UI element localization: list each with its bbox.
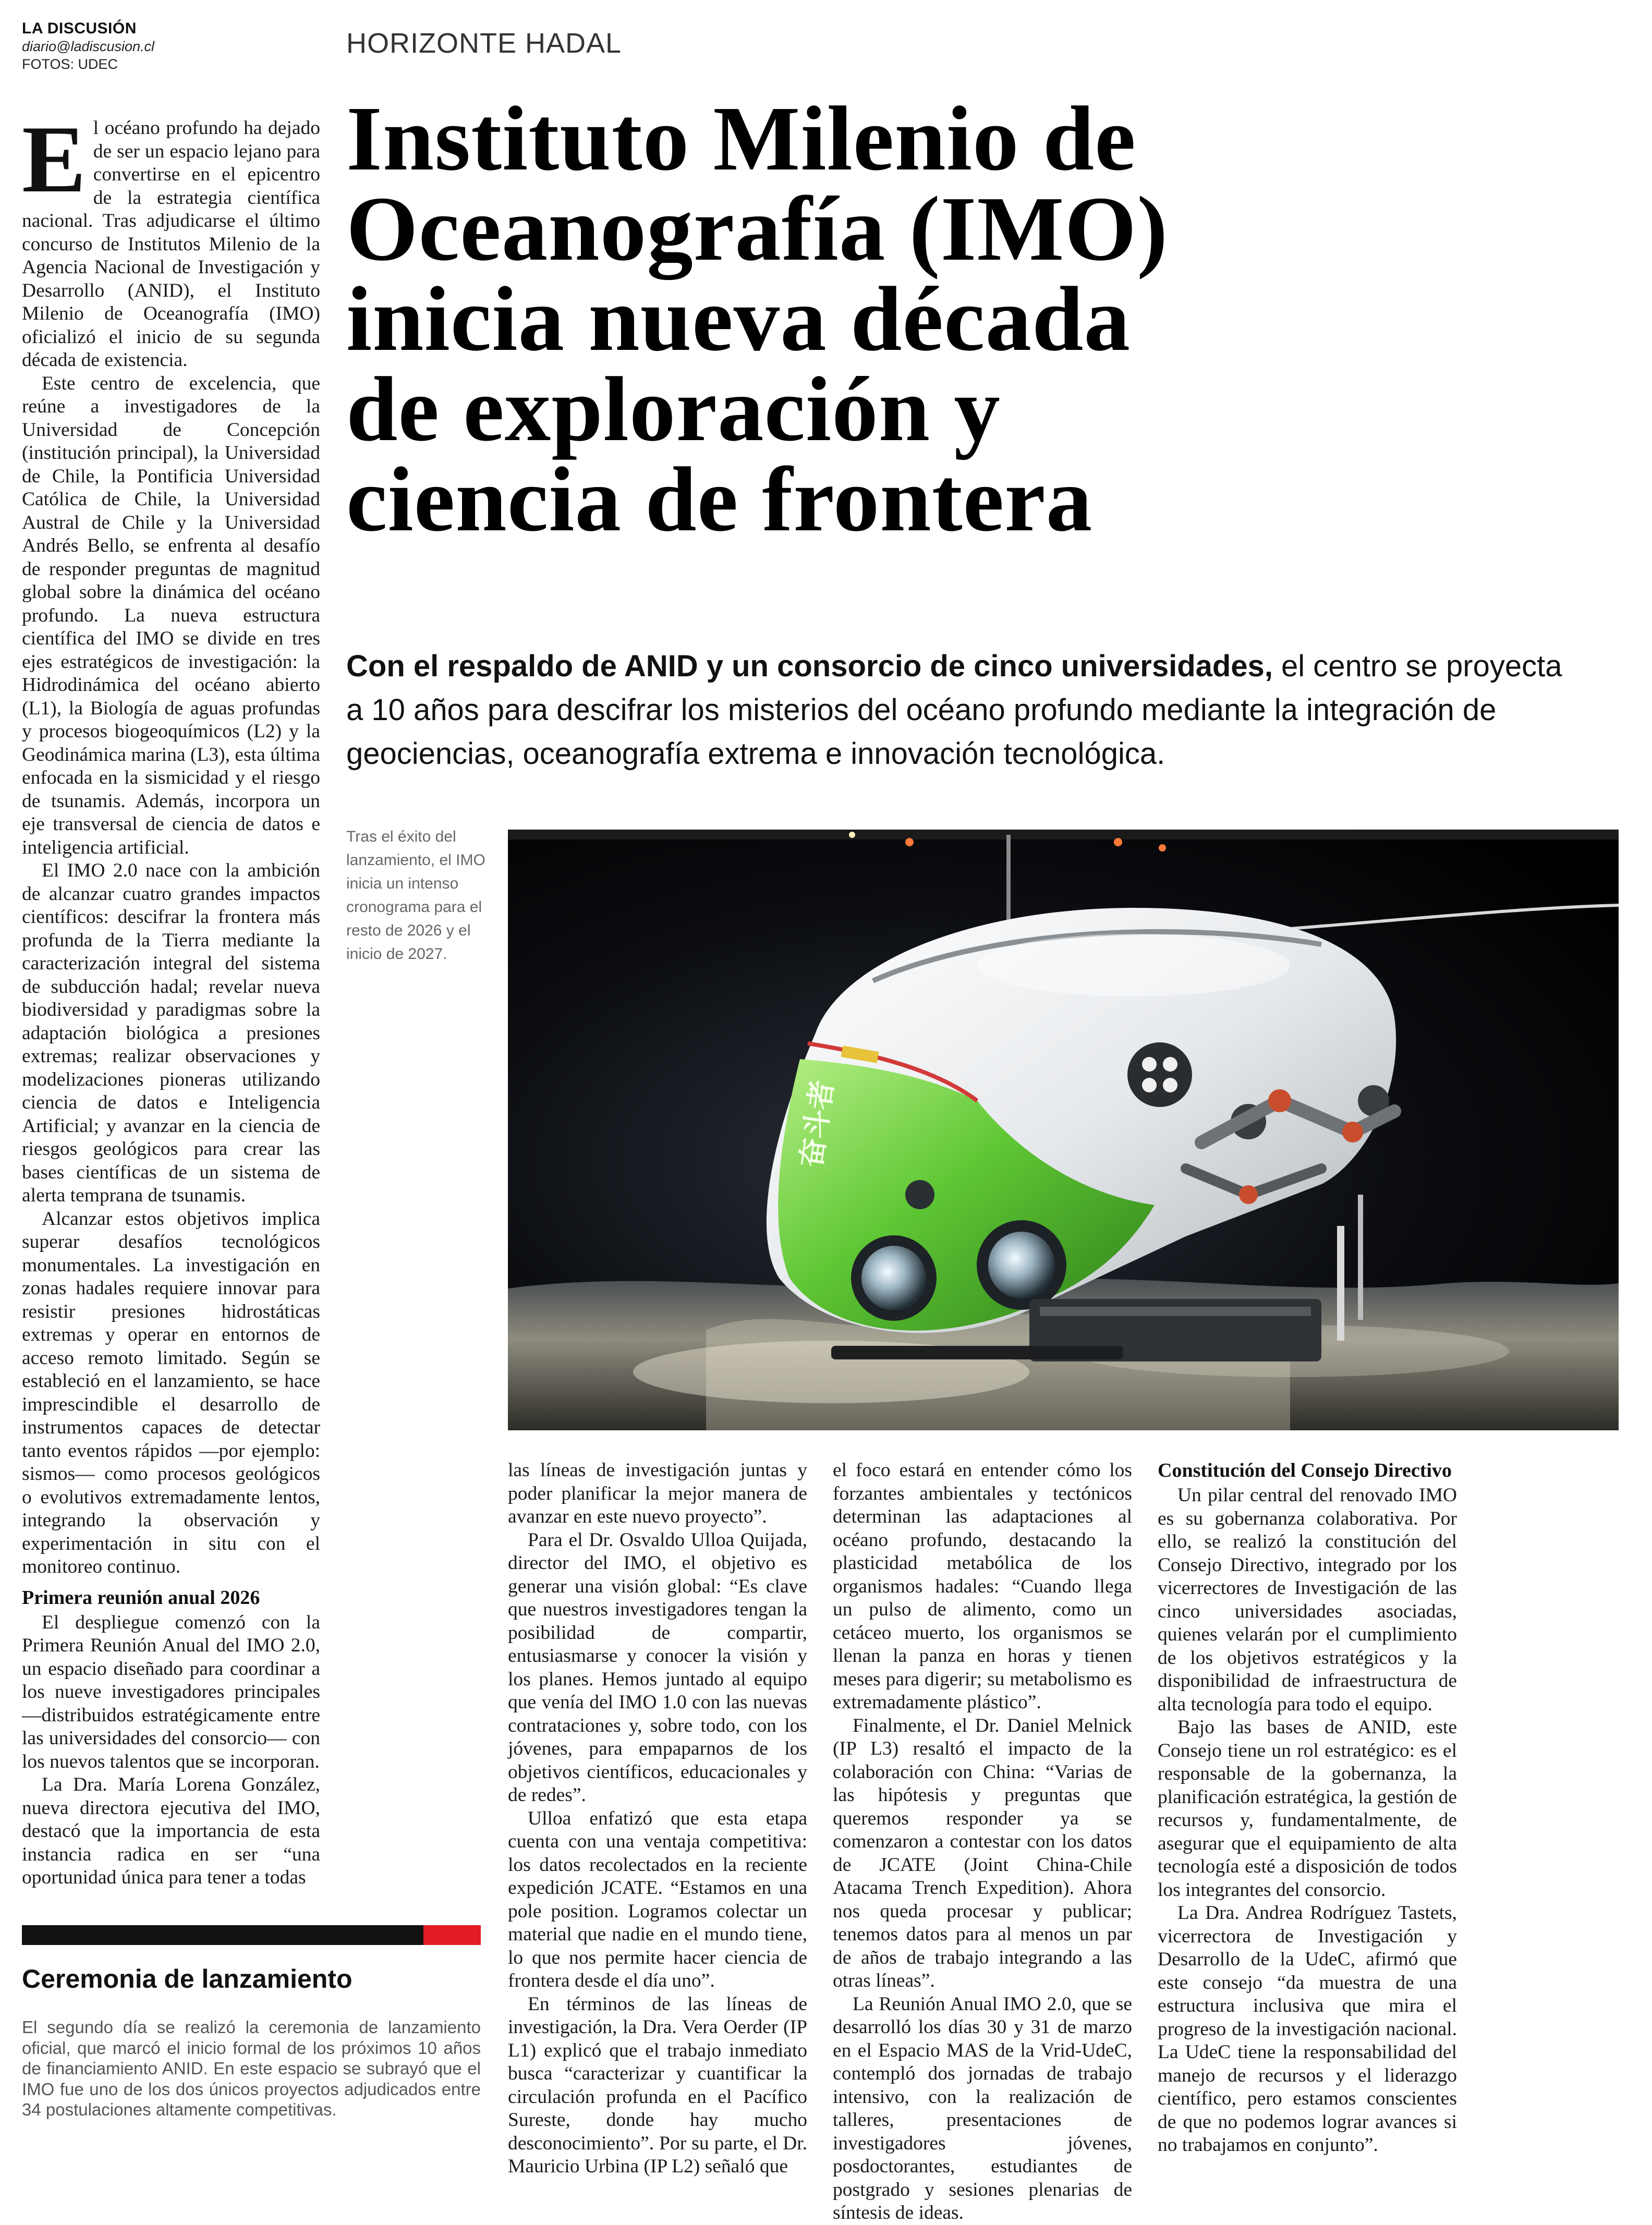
camera-lens: [1142, 1057, 1157, 1072]
paragraph: La Reunión Anual IMO 2.0, que se desarrolló los días 30 y 31 de marzo en el Espacio MAS de la Vrid-UdeC, contempló dos jornadas de trabajo intensivo, con la realización de talleres, presentaciones de investigadores jóvenes, posdoctorantes, estudiantes de postgrado y sesiones plenarias de síntesis de ideas.: [833, 1993, 1132, 2223]
paragraph: Este centro de excelencia, que reúne a investigadores de la Universidad de Concepción (institución principal), la Universidad de Chile, la Pontificia Universidad Católica de Chile, la Universidad Austral de Chile y la Universidad Andrés Bello, se enfrenta al desafío de responder preguntas de magnitud global sobre la dinámica del océano profundo. La nueva estructura científica del IMO se divide en tres ejes estratégicos de investigación: la Hidrodinámica del océano abierto (L1), la Biología de aguas profundas y procesos biogeoquímicos (L2) y la Geodinámica marina (L3), esta última enfocada en la sismicidad y el riesgo de tsunamis. Además, incorpora un eje transversal de ciencia de datos e inteligencia artificial.: [22, 372, 320, 858]
box-rule-accent: [423, 1925, 481, 1945]
paragraph: Alcanzar estos objetivos implica superar desafíos tecnológicos monumentales. La investigación en zonas hadales requiere innovar para resistir presiones hidrostáticas extremas y operar en entornos de acceso remoto limitado. Según se estableció en el lanzamiento, se hace imprescindible el desarrollo de instrumentos capaces de detectar tanto eventos rápidos —por ejemplo: sismos— como procesos geológicos o evolutivos extremadamente lentos, integrando la observación y experimentación in situ con el monitoreo continuo.: [22, 1208, 320, 1577]
camera-lens: [1163, 1078, 1177, 1092]
headline-line: Instituto Milenio de: [346, 88, 1136, 190]
paragraph: El despliegue comenzó con la Primera Reunión Anual del IMO 2.0, un espacio diseñado para coordinar a los nueve investigadores principales —distribuidos estratégicamente entre las universidades del consorcio— con los nuevos talentos que se incorporan.: [22, 1611, 320, 1772]
porthole-left-glass: [861, 1246, 926, 1310]
paragraph: Ulloa enfatizó que esta etapa cuenta con una ventaja competitiva: los datos recolectados en la reciente expedición JCATE. “Estamos en una pole position. Logramos colectar un material que nadie en el mundo tiene, lo que nos permite hacer ciencia de frontera desde el día uno”.: [508, 1807, 807, 1991]
standfirst-text: el centro se proyecta a 10 años para descifrar los misterios del océano profundo mediante la integración de geociencias, oceanografía extrema e innovación tecnológica.: [346, 649, 1562, 771]
submersible-illustration: [508, 830, 1619, 1430]
headline: [346, 88, 1473, 551]
submersible-photo: [508, 830, 1619, 1430]
article-column-4: [1158, 1459, 1457, 2157]
paragraph: La Dra. María Lorena González, nueva directora ejecutiva del IMO, destacó que la importancia de esta instancia radica en ser “una oportunidad única para tener a todas: [22, 1774, 320, 1888]
subheading: Constitución del Consejo Directivo: [1158, 1460, 1452, 1481]
paragraph: El IMO 2.0 nace con la ambición de alcanzar cuatro grandes impactos científicos: descifrar la frontera más profunda de la Tierra mediante la caracterización integral del sistema de subducción hadal; revelar nueva biodiversidad y paradigmas sobre la adaptación biológica a presiones extremas; realizar observaciones y modelizaciones pioneras utilizando ciencia de datos e Inteligencia Artificial; y avanzar en la ciencia de riesgos geológicos para crear las bases científicas de un sistema de alerta temprana de tsunamis.: [22, 860, 320, 1206]
paragraph: En términos de las líneas de investigación, la Dra. Vera Oerder (IP L1) explicó que el trabajo inmediato busca “caracterizar y cuantificar la circulación profunda en el Pacífico Sureste, donde hay mucho desconocimiento”. Por su parte, el Dr. Mauricio Urbina (IP L2) señaló que: [508, 1993, 807, 2177]
box-rule: [22, 1925, 481, 1945]
paragraph: Bajo las bases de ANID, este Consejo tiene un rol estratégico: es el responsable de la gobernanza, la planificación estratégica, la gestión de recursos y, fundamentalmente, de asegurar que el equipamiento de alta tecnología esté a disposición de todos los integrantes del consorcio.: [1158, 1717, 1457, 1901]
paragraph: El océano profundo ha dejado de ser un espacio lejano para convertirse en el epicentro de la estrategia científica nacional. Tras adjudicarse el último concurso de Institutos Milenio de la Agencia Nacional de Investigación y Desarrollo (ANID), el Instituto Milenio de Oceanografía (IMO) oficializó el inicio de su segunda década de existencia.: [22, 106, 320, 371]
camera-cluster: [1127, 1042, 1192, 1107]
hull-marking: 奋斗者: [794, 1078, 841, 1170]
deck-light: [905, 838, 914, 846]
headline-line: de exploración y: [346, 358, 1001, 460]
skid: [831, 1346, 1123, 1359]
section-tag: HORIZONTE HADAL: [346, 28, 622, 59]
paragraph: el foco estará en entender cómo los forzantes ambientales y tectónicos determinan las adaptaciones al océano profundo, destacando la plasticidad metabólica de los organismos hadales: “Cuando llega un pulso de alimento, como un cetáceo muerto, los organismos se llenan la panza en horas y tienen meses para digerir; su metabolismo es extremadamente plástico”.: [833, 1460, 1132, 1713]
photo-caption: Tras el éxito del lanzamiento, el IMO inicia un intenso cronograma para el resto de 2026 y el inicio de 2027.: [346, 828, 485, 963]
hull-highlight: [977, 934, 1290, 996]
arm-joint: [1268, 1089, 1291, 1112]
photo-credit: FOTOS: UDEC: [22, 56, 118, 72]
article-column-2: [508, 1459, 807, 2179]
paragraph: Un pilar central del renovado IMO es su gobernanza colaborativa. Por ello, se realizó la constitución del Consejo Directivo, integrado por los vicerrectores de Investigación de las cinco universidades asociadas, quienes velarán por el cumplimiento de los objetivos estratégicos y la disponibilidad de infraestructura de alta tecnología para todo el equipo.: [1158, 1485, 1457, 1715]
contact-email[interactable]: diario@ladiscusion.cl: [22, 39, 155, 54]
sample-basket: [1040, 1307, 1311, 1316]
standfirst: [346, 645, 1577, 776]
publication-name: LA DISCUSIÓN: [22, 20, 137, 37]
deck-light: [849, 832, 855, 838]
box-text: El segundo día se realizó la ceremonia de lanzamiento oficial, que marcó el inicio formal de los próximos 10 años de financiamiento ANID. En este espacio se subrayó que el IMO fue uno de los dos únicos proyectos adjudicados entre 34 postulaciones altamente competitivas.: [22, 2017, 481, 2119]
camera-lens: [1163, 1057, 1177, 1072]
subheading: Primera reunión anual 2026: [22, 1586, 260, 1609]
camera-lens: [1142, 1078, 1157, 1092]
paragraph: La Dra. Andrea Rodríguez Tastets, vicerrectora de Investigación y Desarrollo de la UdeC, afirmó que este consejo “da muestra de una estructura inclusiva que mira el progreso de la investigación nacional. La UdeC tiene la responsabilidad del manejo de recursos y el liderazgo científico, pero estamos conscientes de que no podemos lograr avances si no trabajamos en conjunto”.: [1158, 1902, 1457, 2156]
arm-joint: [1342, 1122, 1363, 1142]
headline-line: Oceanografía (IMO): [346, 178, 1169, 280]
headline-line: inicia nueva década: [346, 268, 1131, 370]
porthole-right-glass: [988, 1232, 1055, 1298]
deck-light: [1114, 838, 1122, 846]
sensor-pole: [1337, 1226, 1344, 1341]
standfirst-lead: Con el respaldo de ANID y un consorcio de cinco universidades,: [346, 649, 1273, 683]
paragraph: Para el Dr. Osvaldo Ulloa Quijada, director del IMO, el objetivo es generar una visión global: “Es clave que nuestros investigadores tengan la posibilidad de compartir, entusiasmarse y conocer la visión y los planes. Hemos juntado al equipo que venía del IMO 1.0 con las nuevas contrataciones y, sobre todo, con los jóvenes, para empaparnos de los objetivos científicos, educacionales y de redes”.: [508, 1529, 807, 1806]
headline-line: ciencia de frontera: [346, 448, 1093, 551]
paragraph: Finalmente, el Dr. Daniel Melnick (IP L3) resaltó el impacto de la colaboración con China: “Varias de las hipótesis y preguntas que queremos responder ya se comenzaron a contestar con los datos de JCATE (Joint China-Chile Atacama Trench Expedition). Ahora nos queda procesar y publicar; tenemos datos para al menos un par de años de trabajo integrando a las otras líneas”.: [833, 1715, 1132, 1991]
masthead: [22, 20, 314, 73]
dropcap: E: [22, 106, 86, 212]
article-column-1: [22, 106, 320, 1890]
sensor-pole: [1358, 1195, 1363, 1320]
deck-light: [1159, 844, 1166, 852]
article-column-3: [833, 1459, 1132, 2225]
arm-joint: [1239, 1185, 1258, 1204]
paragraph: las líneas de investigación juntas y poder planificar la mejor manera de avanzar en este nuevo proyecto”.: [508, 1460, 807, 1527]
porthole-small: [905, 1180, 934, 1209]
box-title: Ceremonia de lanzamiento: [22, 1964, 353, 1993]
